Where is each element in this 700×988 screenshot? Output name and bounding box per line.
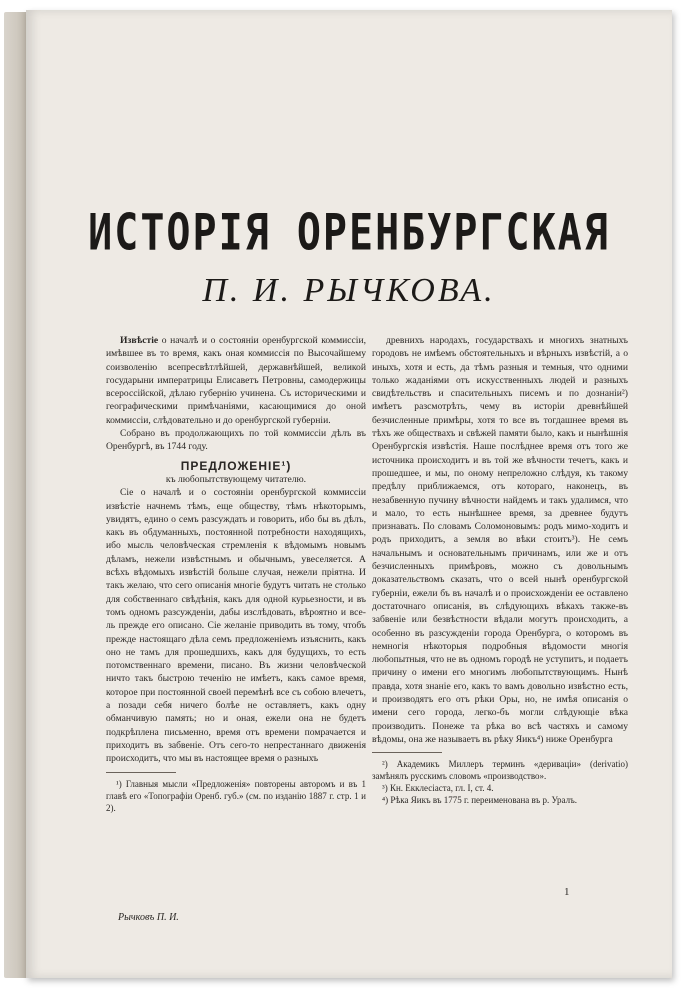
- intro-second-paragraph: Собрано въ продолжающихъ по той коммиссіи дѣлъ въ Оренбургѣ, въ 1744 году.: [106, 428, 366, 453]
- document-page: [26, 10, 672, 978]
- intro-lead-word: Извѣстіе: [120, 335, 159, 346]
- section-title: ПРЕДЛОЖЕНІЕ¹): [180, 458, 292, 473]
- page-number: 1: [564, 886, 570, 898]
- right-column: [372, 334, 628, 806]
- body-paragraph: Сіе о началѣ и о состояніи оренбургской коммиссіи извѣстіе начнемъ тѣмъ, еще обществу, тѣмъ нѣкоторымъ, увидятъ, едино о семъ разсуждать и говорить, ибо бы въ дѣлъ, какъ въ обдуманныхъ, постоянной потребности находящихъ, ибо мысль человѣческая стремленія к вѣдомымъ новымъ дѣламъ, нежели извѣстнымъ и обычнымъ, увеселяется. А всѣхъ вѣдомыхъ извѣстій больше случая, нежели пріятна. И такъ желаю, что сего описанія многіе будутъ читать не столько для собственнаго свѣдѣнія, какъ для одной курьезности, и въ томъ одномъ разсужденіи, дабы изслѣдовать, вѣроятно и все-ль прежде его описано. Сіе желаніе приводить въ тому, чтобъ прежде настоящаго дѣла семъ предложеніемъ изъяснить, какъ оно не тамъ для прошедшихъ, какъ для будущихъ, то есть потомственнаго времени, писано. Въ жизни человѣческой ничто такъ быстрою теченію не имѣетъ, какъ самое время, которое при постоянной своей перемѣнѣ все съ собою влечетъ, а позади себя ничего болѣе не оставляетъ, какъ одну обманчивую память; но и оная, ежели она не будетъ подкрѣплена письменно, время отъ времени помрачается и приходитъ въ забвеніе. Отъ сего-то непрестаннаго движенія происходитъ, что мы въ настоящее время о разныхъ: [106, 487, 366, 765]
- page-title: ИСТОРІЯ ОРЕНБУРГСКАЯ: [88, 204, 610, 262]
- intro-paragraph: [106, 334, 366, 427]
- footnote-2: ²) Академикъ Миллеръ терминъ «дериваціи» (derivatio) замѣнялъ русскимъ словомъ «производство».: [372, 759, 628, 782]
- footnote-rule: [106, 772, 176, 773]
- signature-line: Рычковъ П. И.: [118, 912, 179, 923]
- footnotes-left: [106, 778, 366, 814]
- footnote-3: ³) Кн. Екклесіаста, гл. I, ст. 4.: [382, 783, 494, 794]
- section-subtitle: къ любопытствующему читателю.: [165, 473, 307, 485]
- intro-text: о началѣ и о состояніи оренбургской коммиссіи, имѣвшее въ то время, какъ оная коммиссія по Высочайшему соизволенію всепресвѣтлѣйшей, державнѣйшей, великой государыни императрицы Елисаветъ Петровны, самодержицы всероссійской, дѣлаю губернію учинена. Съ историческими и географическими примѣчаніями, касающимися до оной коммиссіи, слѣдовательно и до оренбургской губерніи.: [106, 335, 366, 426]
- body-paragraph-continued: древнихъ народахъ, государствахъ и многихъ знатныхъ городовъ не имѣемъ обстоятельныхъ и вѣрныхъ извѣстій, а о иныхъ, хотя и есть, да тѣмъ разныя и темныя, что одними только жаданіями отъ искусственныхъ людей и разныхъ свидѣтельствъ и спасительныхъ писемъ и по дознаніи²) имѣетъ разсмотрѣть, чему въ исторіи древнѣйшей безчисленные примѣры, хотя то все въ тогдашнее время въ тѣхъ же обществахъ и свѣжей памяти было, какъ и нынѣшнія Оренбургскія извѣстія. Наше послѣднее время отъ того же источника происходитъ и въ той же вѣчности течетъ, какъ и прошедшее, и мы, по оному непреложно слѣдуя, къ такому предѣлу приближаемся, отъ котораго, наконецъ, въ незабвенную пучину вѣчности найдемъ и такъ удалимся, что и мало, то есть нынѣшнее время, за древнее будутъ признавать. По словамъ Соломоновымъ: родъ мимо-ходитъ и родъ приходитъ, а земля во вѣки стоитъ³). Не семъ начальнымъ и основательнымъ причинамъ, или же и отъ безчисленныхъ примѣровъ, можно съ довольнымъ доказательствомъ сказать, что о всей нынѣ оренбургской губерніи, ежели бъ въ началѣ и о происхожденіи ее оставлено достаточнаго описанія, въ слѣдующихъ вѣкахъ также-въ забвеніе или безвѣстности вѣдали могутъ происходить, а особенно въ разсужденіи города Оренбурга, о которомъ въ немногія нѣкоторыя подробныя вѣдомости многія любопытныя, что не въ одномъ городѣ не уступитъ, и подаетъ причину о имени его многимъ любопытствующимъ. Нынѣ правда, хотя знаніе его, какъ то вамъ довольно извѣстно есть, и производятъ его отъ рѣки Оры, но, не имѣя описанія о имени сего города, легко-бъ могли слѣдующіе вѣка производить. Понеже та рѣка во всѣ частяхъ и самому вѣдомы, она же называетъ въ рѣку Яикъ⁴) ниже Оренбурга: [372, 335, 628, 745]
- left-column: [106, 334, 366, 814]
- footnote-4: ⁴) Рѣка Яикъ въ 1775 г. переименована въ р. Уралъ.: [382, 795, 578, 806]
- footnote-1: ¹) Главныя мысли «Предложенія» повторены авторомъ и въ 1 главѣ его «Топографіи Оренб. губ.» (см. по изданію 1887 г. стр. 1 и 2).: [106, 778, 366, 813]
- book-fold-shadow: [4, 12, 26, 978]
- footnote-rule: [372, 752, 442, 753]
- footnotes-right: [372, 758, 628, 806]
- author-name: П. И. РЫЧКОВА.: [202, 272, 496, 309]
